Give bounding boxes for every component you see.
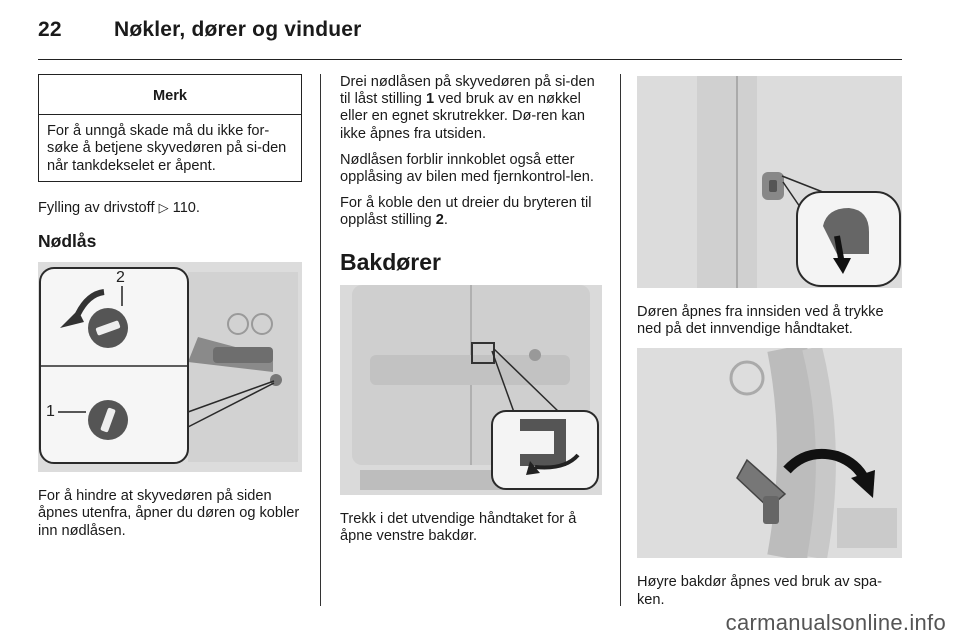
- paragraph-lock-disengage: For å koble den ut dreier du bryteren til opplåst stilling 2.: [340, 195, 592, 229]
- column-divider: [620, 74, 621, 606]
- column-right: [637, 74, 902, 609]
- caption-rear-door-outer: Trekk i det utvendige håndtaket for å åpne venstre bakdør.: [340, 510, 577, 545]
- note-box: [38, 74, 302, 182]
- note-body: For å unngå skade må du ikke for-søke å betjene skyvedøren på si-den når tankdekselet er åpent.: [47, 123, 287, 174]
- paragraph-lock-turn: Drei nødlåsen på skyvedøren på si-den til låst stilling 1 ved bruk av en nøkkel eller en egnet skrutrekker. Dø-ren kan ikke åpnes fra utsiden.: [340, 74, 595, 142]
- ref-arrow-icon: ▷: [158, 200, 169, 216]
- section-heading-rear-doors: Bakdører: [340, 248, 441, 275]
- ref-text: Fylling av drivstoff: [38, 199, 155, 216]
- ref-page: 110.: [172, 199, 200, 216]
- caption-inner-handle: Døren åpnes fra innsiden ved å trykke ned på det innvendige håndtaket.: [637, 304, 884, 338]
- position-1: 1: [425, 91, 435, 108]
- column-middle: [340, 74, 604, 545]
- figure-label-1: 1: [46, 403, 55, 421]
- figure-inner-handle: [637, 76, 902, 288]
- header-rule: [38, 59, 902, 60]
- section-heading-emergency-lock: Nødlås: [38, 231, 97, 252]
- figure-label-2: 2: [116, 269, 125, 287]
- caption-right-door-lever: Høyre bakdør åpnes ved bruk av spa-ken.: [637, 574, 882, 608]
- figure-emergency-lock: [38, 262, 302, 472]
- page-title: Nøkler, dører og vinduer: [114, 18, 362, 41]
- figure-right-door-lever: [637, 348, 902, 558]
- cross-reference: [38, 200, 302, 217]
- watermark: carmanualsonline.info: [725, 610, 946, 635]
- figure-rear-door-outer-handle: [340, 285, 602, 495]
- caption-emergency-lock: For å hindre at skyvedøren på siden åpnes utenfra, åpner du døren og kobler inn nødlåsen.: [38, 488, 300, 539]
- paragraph-lock-remains: Nødlåsen forblir innkoblet også etter opplåsing av bilen med fjernkontrol-len.: [340, 151, 594, 186]
- position-2: 2: [435, 212, 444, 229]
- page-number: 22: [38, 18, 62, 41]
- page-header: [38, 18, 362, 42]
- column-left: [38, 74, 302, 540]
- note-title: Merk: [39, 75, 301, 115]
- column-divider: [320, 74, 321, 606]
